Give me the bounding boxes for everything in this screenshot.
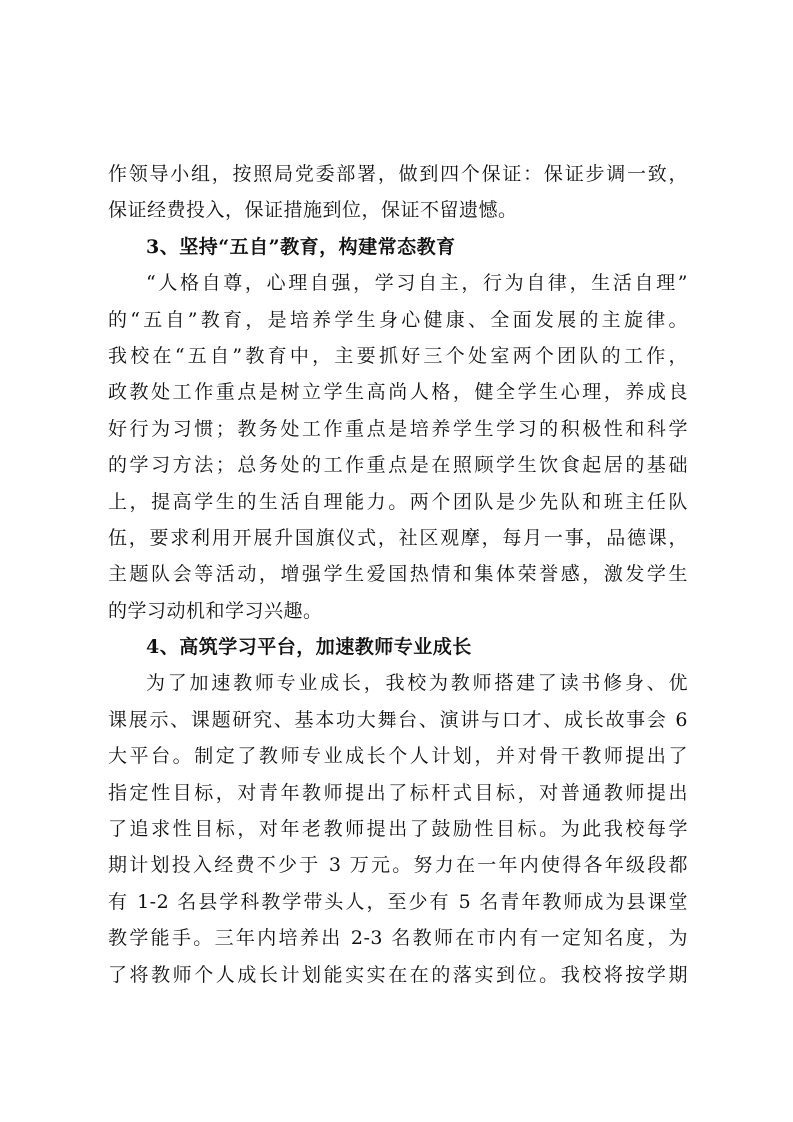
text-line: 了追求性目标，对年老教师提出了鼓励性目标。为此我校每学 bbox=[108, 818, 688, 841]
text-line: 有 1-2 名县学科教学带头人，至少有 5 名青年教师成为县课堂 bbox=[108, 890, 688, 913]
text-line: 了将教师个人成长计划能实实在在的落实到位。我校将按学期 bbox=[108, 963, 688, 986]
text-line: 的学习动机和学习兴趣。 bbox=[108, 599, 323, 622]
text-line: “人格自尊，心理自强，学习自主，行为自律，生活自理” bbox=[146, 272, 688, 295]
text-line: 伍，要求利用开展升国旗仪式，社区观摩，每月一事，品德课， bbox=[108, 526, 688, 549]
text-line: 主题队会等活动，增强学生爱国热情和集体荣誉感，激发学生 bbox=[108, 563, 688, 586]
text-line: 课展示、课题研究、基本功大舞台、演讲与口才、成长故事会 6 bbox=[108, 708, 688, 731]
section-heading-4: 4、高筑学习平台，加速教师专业成长 bbox=[146, 636, 472, 659]
text-line: 教学能手。三年内培养出 2-3 名教师在市内有一定知名度，为 bbox=[108, 927, 688, 950]
text-line: 我校在“五自”教育中，主要抓好三个处室两个团队的工作， bbox=[108, 344, 688, 367]
text-line: 的“五自”教育，是培养学生身心健康、全面发展的主旋律。 bbox=[108, 308, 688, 331]
text-line: 保证经费投入，保证措施到位，保证不留遗憾。 bbox=[108, 199, 518, 222]
body-text bbox=[108, 156, 688, 993]
text-line: 作领导小组，按照局党委部署，做到四个保证：保证步调一致， bbox=[108, 163, 688, 185]
text-line: 的学习方法；总务处的工作重点是在照顾学生饮食起居的基础 bbox=[108, 454, 688, 477]
text-line: 为了加速教师专业成长，我校为教师搭建了读书修身、优 bbox=[146, 672, 688, 695]
text-line: 指定性目标，对青年教师提出了标杆式目标，对普通教师提出 bbox=[108, 781, 688, 804]
text-line: 政教处工作重点是树立学生高尚人格，健全学生心理，养成良 bbox=[108, 381, 688, 404]
text-line: 好行为习惯；教务处工作重点是培养学生学习的积极性和科学 bbox=[108, 417, 688, 440]
text-line: 大平台。制定了教师专业成长个人计划，并对骨干教师提出了 bbox=[108, 745, 688, 768]
text-line: 期计划投入经费不少于 3 万元。努力在一年内使得各年级段都 bbox=[108, 854, 688, 877]
section-heading-3: 3、坚持“五自”教育，构建常态教育 bbox=[146, 235, 456, 258]
text-line: 上，提高学生的生活自理能力。两个团队是少先队和班主任队 bbox=[108, 490, 688, 513]
